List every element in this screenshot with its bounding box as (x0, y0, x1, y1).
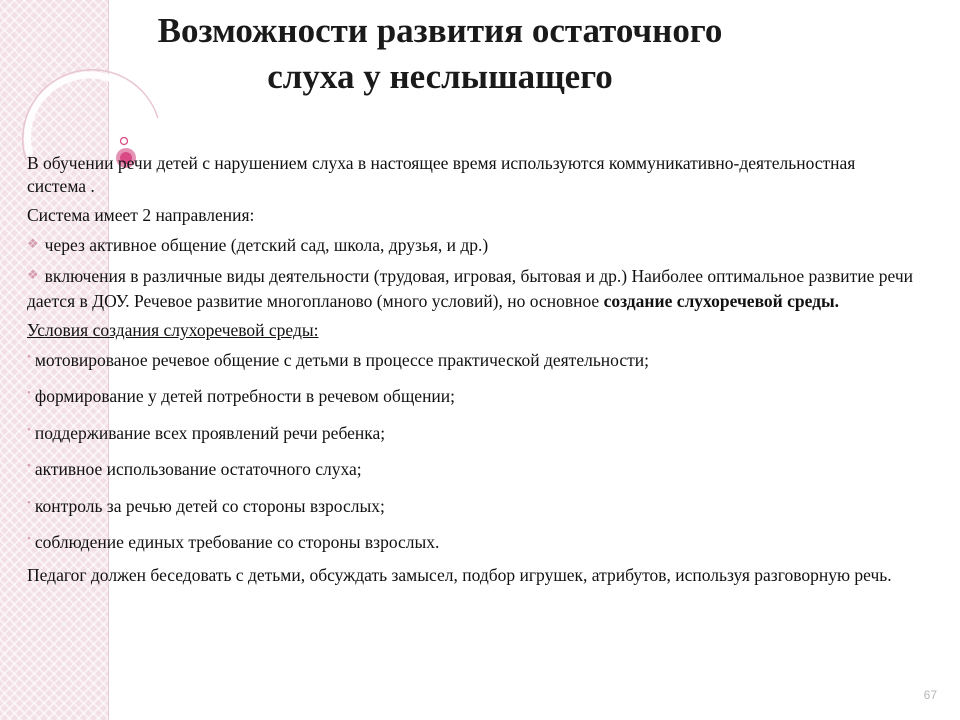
dot-bullet-icon: • (27, 350, 31, 363)
dot-bullet-icon: • (27, 460, 31, 472)
list-item-text: мотовированое речевое общение с детьми в процессе практической деятельности; (34, 349, 649, 370)
title-line-2: слуха у неслышащего (267, 57, 613, 96)
closing-paragraph: Педагог должен беседовать с детьми, обсуждать замысел, подбор игрушек, атрибутов, используя разговорную речь. (27, 564, 892, 585)
list-item-text: включения в различные виды деятельности (трудовая, игровая, бытовая и др.) Наиболее оптимальное развитие речи дается в ДОУ. Речевое развитие многопланово (много условий), но основное (27, 266, 913, 311)
list-item-text: контроль за речью детей со стороны взрослых; (34, 495, 385, 516)
diamond-bullet-icon: ❖ (27, 267, 39, 282)
dot-bullet-icon: • (27, 387, 31, 399)
list-item-text: активное использование остаточного слуха; (34, 459, 362, 479)
list-item-text: поддерживание всех проявлений речи ребенка; (34, 422, 386, 443)
diamond-bullet-icon: ❖ (27, 235, 39, 251)
list-item-text: через активное общение (детский сад, школа, друзья, и др.) (44, 234, 489, 255)
system-paragraph: Система имеет 2 направления: (27, 205, 255, 225)
intro-paragraph: В обучении речи детей с нарушением слуха в настоящее время используются коммуникативно-деятельностная система . (27, 153, 856, 196)
list-item-bold-text: создание слухоречевой среды. (603, 290, 840, 311)
dot-bullet-icon: • (27, 533, 31, 545)
list-item (27, 265, 917, 312)
list-item (27, 495, 917, 521)
list-item-text: соблюдение единых требование со стороны взрослых. (34, 532, 440, 552)
list-item (27, 349, 917, 375)
list-item (27, 531, 917, 557)
slide-body (27, 152, 917, 593)
conditions-heading: Условия создания слухоречевой среды: (27, 320, 319, 340)
dot-bullet-icon: • (27, 423, 31, 436)
list-item (27, 234, 917, 259)
list-item (27, 422, 917, 448)
dot-bullet-icon: • (27, 496, 31, 509)
title-line-1: Возможности развития остаточного (157, 11, 723, 50)
list-item-text: формирование у детей потребности в речевом общении; (34, 386, 456, 406)
slide-title (60, 8, 820, 100)
page-number: 67 (923, 688, 937, 702)
list-item (27, 385, 917, 411)
list-item (27, 458, 917, 484)
